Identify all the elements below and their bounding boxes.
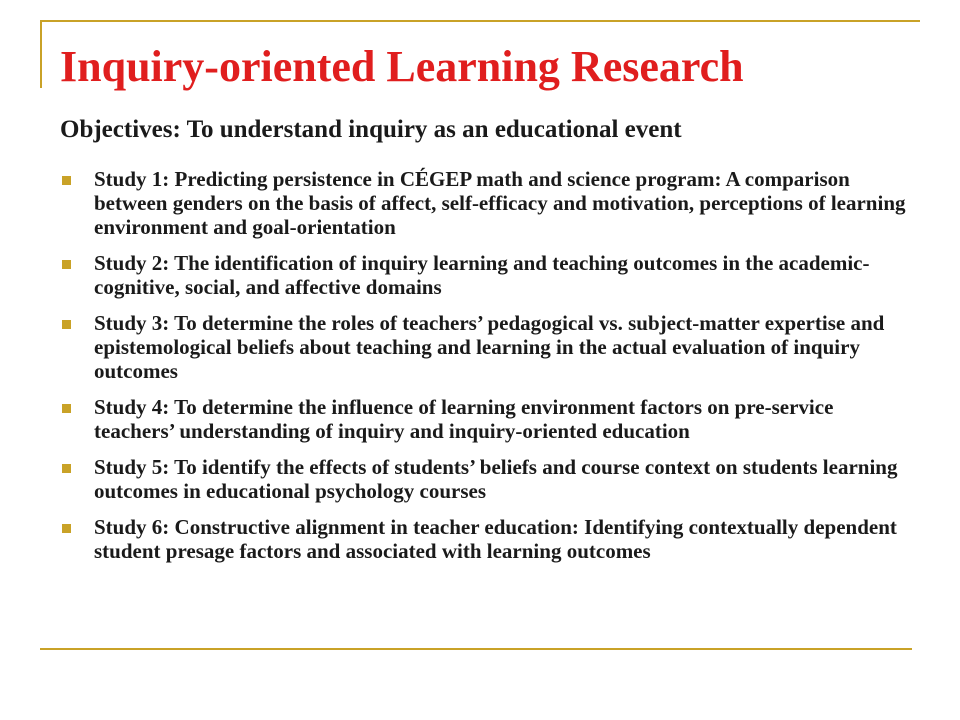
square-bullet-icon — [62, 404, 71, 413]
list-item-study-6 — [60, 515, 910, 563]
square-bullet-icon — [62, 464, 71, 473]
list-item-study-3 — [60, 311, 910, 383]
study-list — [60, 167, 910, 575]
square-bullet-icon — [62, 524, 71, 533]
slide-subtitle: Objectives: To understand inquiry as an educational event — [60, 116, 682, 143]
slide-title: Inquiry-oriented Learning Research — [60, 42, 744, 91]
square-bullet-icon — [62, 260, 71, 269]
square-bullet-icon — [62, 176, 71, 185]
left-rule — [40, 20, 42, 88]
study-text: Study 5: To identify the effects of students’ beliefs and course context on students learning outcomes in educational psychology courses — [94, 455, 898, 503]
list-item-study-2 — [60, 251, 910, 299]
top-rule — [40, 20, 920, 22]
list-item-study-5 — [60, 455, 910, 503]
list-item-study-1 — [60, 167, 910, 239]
study-text: Study 2: The identification of inquiry learning and teaching outcomes in the academic-cognitive, social, and affective domains — [94, 251, 870, 299]
study-text: Study 3: To determine the roles of teachers’ pedagogical vs. subject-matter expertise and epistemological beliefs about teaching and learning in the actual evaluation of inquiry outcomes — [94, 311, 885, 383]
study-text: Study 6: Constructive alignment in teacher education: Identifying contextually dependent student presage factors and associated with learning outcomes — [94, 515, 897, 563]
square-bullet-icon — [62, 320, 71, 329]
study-text: Study 1: Predicting persistence in CÉGEP math and science program: A comparison between genders on the basis of affect, self-efficacy and motivation, perceptions of learning environment and goal-orientation — [94, 167, 906, 239]
bottom-rule — [40, 648, 912, 650]
list-item-study-4 — [60, 395, 910, 443]
study-text: Study 4: To determine the influence of learning environment factors on pre-service teachers’ understanding of inquiry and inquiry-oriented education — [94, 395, 834, 443]
